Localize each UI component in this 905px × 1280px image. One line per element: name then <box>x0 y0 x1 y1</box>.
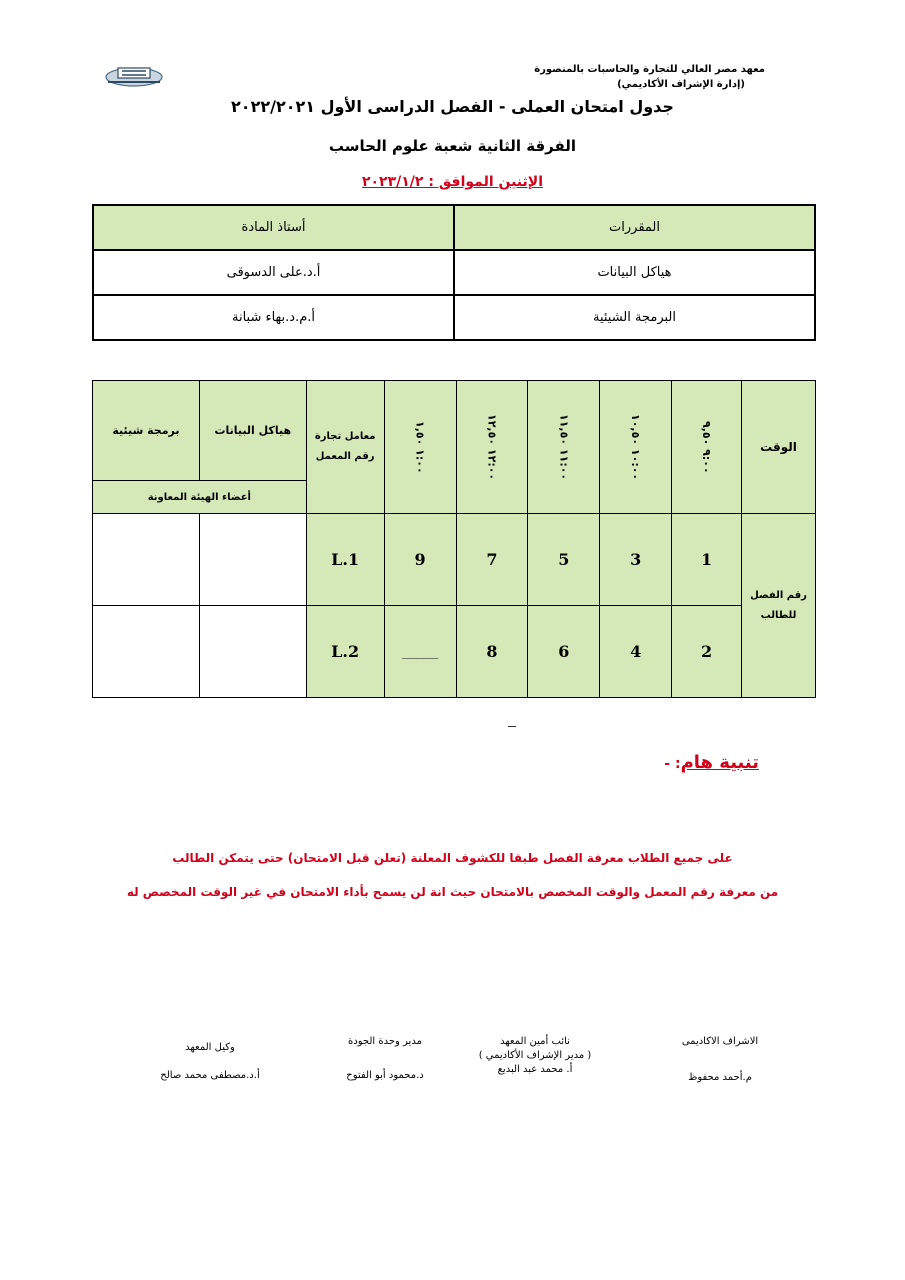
notice-line-1: على جميع الطلاب معرفة الفصل طبقا للكشوف المعلنة (تعلن قبل الامتحان) حتى يتمكن الطالب <box>172 851 733 865</box>
schedule-title: جدول امتحان العملى - الفصل الدراسى الأول ٢٠٢٢/٢٠٢١ <box>231 97 674 116</box>
time-slot-1: ٩:٠٠ ٩,٥٠ <box>700 420 714 474</box>
class-number: ______ <box>384 606 456 698</box>
signature-name: أ. محمد عبد البديع <box>497 1064 573 1075</box>
class-number: 5 <box>528 514 600 606</box>
institute-logo-icon <box>104 62 164 88</box>
institute-header <box>534 62 765 92</box>
class-number: 9 <box>384 514 456 606</box>
staff-label: أعضاء الهيئة المعاونة <box>93 481 307 514</box>
time-slot-2: ١٠:٠٠ ١٠,٥٠ <box>629 413 643 481</box>
class-number: 2 <box>672 606 742 698</box>
lab-number: L.1 <box>306 514 384 606</box>
time-slot-header <box>456 381 528 514</box>
time-slot-5: ١:٠٠ ١,٥٠ <box>413 420 427 474</box>
time-slot-header <box>600 381 672 514</box>
staff-col-ds: هياكل البيانات <box>199 381 306 481</box>
signature-block <box>320 1035 450 1083</box>
class-number: 1 <box>672 514 742 606</box>
instructor-name: أ.د.على الدسوقى <box>93 250 454 295</box>
time-slot-header <box>528 381 600 514</box>
signature-role: وكيل المعهد <box>185 1042 235 1053</box>
signature-block <box>660 1035 780 1085</box>
signature-block <box>455 1035 615 1077</box>
time-header: الوقت <box>742 381 816 514</box>
lab-number: L.2 <box>306 606 384 698</box>
staff-cell <box>199 606 306 698</box>
courses-table <box>92 204 816 341</box>
signature-name: أ.د.مصطفى محمد صالح <box>160 1070 260 1081</box>
notice-title: تنبية هام <box>680 752 759 773</box>
lab-header <box>306 381 384 514</box>
notice-suffix: : - <box>664 756 681 772</box>
student-label-line1: رقم الفصل <box>750 589 807 601</box>
student-class-label <box>742 514 816 698</box>
notice-heading <box>664 752 759 773</box>
course-row <box>93 250 815 295</box>
class-number: 8 <box>456 606 528 698</box>
time-slot-4: ١٢:٠٠ ١٢,٥٠ <box>485 413 499 481</box>
lab-header-line1: معامل تجارة <box>314 431 376 442</box>
student-label-line2: للطالب <box>760 609 797 621</box>
institute-name: معهد مصر العالي للتجارة والحاسبات بالمنصورة <box>534 64 765 75</box>
class-number: 4 <box>600 606 672 698</box>
time-slot-3: ١١:٠٠ ١١,٥٠ <box>557 413 571 481</box>
exam-date: الإثنين الموافق : ٢٠٢٣/١/٢ <box>361 174 544 190</box>
course-name: هياكل البيانات <box>454 250 815 295</box>
staff-cell <box>199 514 306 606</box>
lab-header-line2: رقم المعمل <box>315 451 375 462</box>
signature-role-2: ( مدير الإشراف الأكاديمي ) <box>478 1050 592 1061</box>
signature-role: مدير وحدة الجودة <box>348 1036 422 1047</box>
courses-header: المقررات <box>454 205 815 250</box>
small-mark: ـــ <box>508 720 516 730</box>
class-number: 3 <box>600 514 672 606</box>
staff-cell <box>93 514 200 606</box>
signature-name: م.أحمد محفوظ <box>688 1072 752 1083</box>
class-number: 7 <box>456 514 528 606</box>
class-number: 6 <box>528 606 600 698</box>
time-slot-header <box>384 381 456 514</box>
time-slot-header <box>672 381 742 514</box>
signature-name: د.محمود أبو الفتوح <box>346 1070 424 1081</box>
division-title: الفرقة الثانية شعبة علوم الحاسب <box>328 137 577 155</box>
notice-line-2: من معرفة رقم المعمل والوقت المخصص بالامتحان حيث انة لن يسمح بأداء الامتحان في غير الوقت المخصص له <box>126 885 779 899</box>
course-name: البرمجة الشيئية <box>454 295 815 340</box>
staff-cell <box>93 606 200 698</box>
courses-header-row <box>93 205 815 250</box>
staff-col-oop: برمجة شيئية <box>93 381 200 481</box>
course-row <box>93 295 815 340</box>
schedule-header-row <box>93 381 816 481</box>
schedule-row <box>93 514 816 606</box>
instructor-name: أ.م.د.بهاء شبانة <box>93 295 454 340</box>
schedule-table <box>92 380 816 698</box>
signature-role: نائب أمين المعهد <box>500 1036 570 1047</box>
schedule-row <box>93 606 816 698</box>
signature-role: الاشراف الاكاديمى <box>681 1036 759 1047</box>
signature-block <box>140 1041 280 1083</box>
department-name: (إدارة الإشراف الأكاديمي) <box>617 79 745 90</box>
instructor-header: أستاذ المادة <box>93 205 454 250</box>
